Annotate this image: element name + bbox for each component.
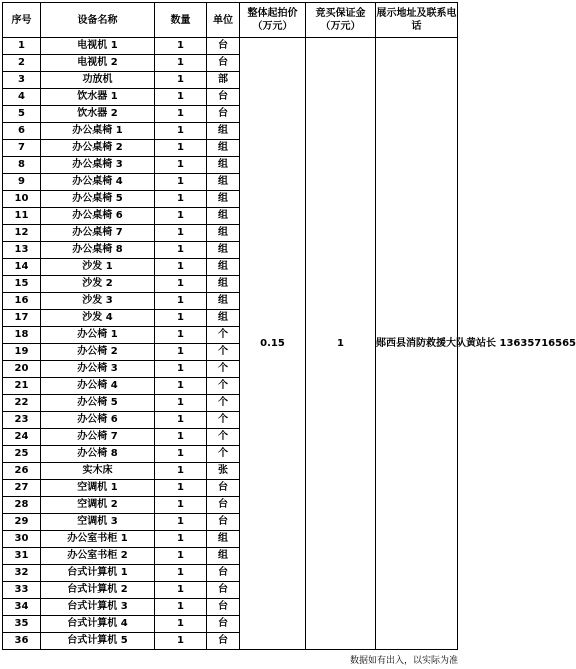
cell-qty: 1 (155, 582, 207, 599)
cell-unit: 组 (207, 225, 240, 242)
cell-seq: 33 (3, 582, 41, 599)
cell-unit: 台 (207, 106, 240, 123)
cell-unit: 组 (207, 310, 240, 327)
header-unit: 单位 (207, 3, 240, 38)
cell-name: 办公室书柜 2 (41, 548, 155, 565)
header-contact: 展示地址及联系电话 (376, 3, 458, 38)
cell-unit: 个 (207, 412, 240, 429)
cell-seq: 34 (3, 599, 41, 616)
cell-unit: 组 (207, 123, 240, 140)
contact-cell: 郧西县消防救援大队黄站长 13635716565 (376, 38, 458, 650)
cell-qty: 1 (155, 378, 207, 395)
cell-qty: 1 (155, 157, 207, 174)
cell-qty: 1 (155, 446, 207, 463)
cell-qty: 1 (155, 72, 207, 89)
auction-items-table (2, 2, 576, 650)
cell-unit: 台 (207, 497, 240, 514)
cell-seq: 2 (3, 55, 41, 72)
cell-qty: 1 (155, 429, 207, 446)
cell-qty: 1 (155, 344, 207, 361)
cell-unit: 个 (207, 395, 240, 412)
cell-name: 饮水器 1 (41, 89, 155, 106)
cell-qty: 1 (155, 361, 207, 378)
cell-unit: 部 (207, 72, 240, 89)
cell-unit: 组 (207, 548, 240, 565)
cell-name: 办公桌椅 7 (41, 225, 155, 242)
cell-seq: 28 (3, 497, 41, 514)
cell-qty: 1 (155, 208, 207, 225)
cell-name: 空调机 1 (41, 480, 155, 497)
cell-qty: 1 (155, 310, 207, 327)
cell-name: 电视机 2 (41, 55, 155, 72)
cell-seq: 23 (3, 412, 41, 429)
cell-qty: 1 (155, 633, 207, 650)
cell-qty: 1 (155, 327, 207, 344)
cell-qty: 1 (155, 38, 207, 55)
cell-seq: 1 (3, 38, 41, 55)
cell-name: 办公椅 8 (41, 446, 155, 463)
table-row (3, 38, 458, 55)
cell-qty: 1 (155, 259, 207, 276)
cell-seq: 7 (3, 140, 41, 157)
cell-qty: 1 (155, 548, 207, 565)
cell-seq: 29 (3, 514, 41, 531)
cell-name: 办公椅 6 (41, 412, 155, 429)
cell-seq: 14 (3, 259, 41, 276)
cell-seq: 31 (3, 548, 41, 565)
cell-seq: 25 (3, 446, 41, 463)
cell-qty: 1 (155, 140, 207, 157)
cell-qty: 1 (155, 497, 207, 514)
cell-qty: 1 (155, 565, 207, 582)
cell-qty: 1 (155, 174, 207, 191)
cell-qty: 1 (155, 395, 207, 412)
cell-name: 办公椅 2 (41, 344, 155, 361)
cell-seq: 9 (3, 174, 41, 191)
cell-name: 空调机 2 (41, 497, 155, 514)
cell-qty: 1 (155, 276, 207, 293)
cell-name: 办公桌椅 1 (41, 123, 155, 140)
cell-name: 功放机 (41, 72, 155, 89)
cell-seq: 21 (3, 378, 41, 395)
cell-seq: 26 (3, 463, 41, 480)
cell-qty: 1 (155, 616, 207, 633)
cell-name: 台式计算机 5 (41, 633, 155, 650)
cell-name: 电视机 1 (41, 38, 155, 55)
cell-unit: 台 (207, 480, 240, 497)
cell-seq: 24 (3, 429, 41, 446)
footnote: 数据如有出入，以实际为准 (349, 656, 458, 666)
cell-seq: 20 (3, 361, 41, 378)
cell-name: 办公桌椅 5 (41, 191, 155, 208)
cell-name: 办公室书柜 1 (41, 531, 155, 548)
cell-unit: 组 (207, 242, 240, 259)
cell-name: 办公桌椅 6 (41, 208, 155, 225)
cell-seq: 12 (3, 225, 41, 242)
cell-unit: 台 (207, 514, 240, 531)
cell-unit: 台 (207, 582, 240, 599)
header-deposit: 竞买保证金（万元） (306, 3, 376, 38)
cell-seq: 32 (3, 565, 41, 582)
cell-seq: 6 (3, 123, 41, 140)
cell-unit: 组 (207, 174, 240, 191)
cell-seq: 16 (3, 293, 41, 310)
cell-seq: 35 (3, 616, 41, 633)
cell-seq: 10 (3, 191, 41, 208)
header-start-price: 整体起拍价（万元） (240, 3, 306, 38)
cell-name: 台式计算机 4 (41, 616, 155, 633)
header-name: 设备名称 (41, 3, 155, 38)
cell-seq: 4 (3, 89, 41, 106)
cell-unit: 个 (207, 378, 240, 395)
cell-seq: 22 (3, 395, 41, 412)
cell-qty: 1 (155, 123, 207, 140)
cell-name: 沙发 3 (41, 293, 155, 310)
cell-unit: 个 (207, 327, 240, 344)
cell-name: 沙发 1 (41, 259, 155, 276)
header-seq: 序号 (3, 3, 41, 38)
cell-seq: 3 (3, 72, 41, 89)
cell-unit: 个 (207, 446, 240, 463)
cell-unit: 台 (207, 55, 240, 72)
cell-unit: 组 (207, 157, 240, 174)
cell-name: 办公桌椅 3 (41, 157, 155, 174)
cell-unit: 个 (207, 361, 240, 378)
cell-unit: 台 (207, 633, 240, 650)
cell-seq: 27 (3, 480, 41, 497)
start-price-cell: 0.15 (240, 38, 306, 650)
cell-name: 办公椅 5 (41, 395, 155, 412)
header-row (3, 3, 458, 38)
cell-name: 台式计算机 3 (41, 599, 155, 616)
cell-name: 台式计算机 2 (41, 582, 155, 599)
cell-unit: 组 (207, 140, 240, 157)
cell-qty: 1 (155, 191, 207, 208)
deposit-cell: 1 (306, 38, 376, 650)
cell-qty: 1 (155, 531, 207, 548)
cell-qty: 1 (155, 242, 207, 259)
cell-seq: 30 (3, 531, 41, 548)
cell-unit: 台 (207, 599, 240, 616)
cell-seq: 15 (3, 276, 41, 293)
cell-seq: 5 (3, 106, 41, 123)
cell-name: 办公桌椅 2 (41, 140, 155, 157)
cell-seq: 13 (3, 242, 41, 259)
cell-name: 沙发 4 (41, 310, 155, 327)
cell-name: 空调机 3 (41, 514, 155, 531)
cell-seq: 11 (3, 208, 41, 225)
cell-qty: 1 (155, 463, 207, 480)
cell-seq: 36 (3, 633, 41, 650)
cell-seq: 8 (3, 157, 41, 174)
cell-name: 实木床 (41, 463, 155, 480)
cell-name: 办公椅 3 (41, 361, 155, 378)
cell-name: 办公椅 1 (41, 327, 155, 344)
cell-name: 办公椅 7 (41, 429, 155, 446)
cell-name: 办公椅 4 (41, 378, 155, 395)
cell-qty: 1 (155, 480, 207, 497)
cell-unit: 台 (207, 565, 240, 582)
cell-unit: 组 (207, 293, 240, 310)
cell-name: 办公桌椅 4 (41, 174, 155, 191)
header-qty: 数量 (155, 3, 207, 38)
cell-qty: 1 (155, 514, 207, 531)
cell-name: 沙发 2 (41, 276, 155, 293)
cell-qty: 1 (155, 225, 207, 242)
cell-qty: 1 (155, 55, 207, 72)
cell-seq: 17 (3, 310, 41, 327)
cell-unit: 个 (207, 429, 240, 446)
cell-unit: 组 (207, 191, 240, 208)
cell-unit: 组 (207, 208, 240, 225)
cell-unit: 个 (207, 344, 240, 361)
cell-qty: 1 (155, 106, 207, 123)
cell-unit: 组 (207, 259, 240, 276)
cell-qty: 1 (155, 412, 207, 429)
cell-qty: 1 (155, 89, 207, 106)
cell-unit: 张 (207, 463, 240, 480)
cell-unit: 台 (207, 38, 240, 55)
cell-unit: 台 (207, 616, 240, 633)
cell-qty: 1 (155, 599, 207, 616)
cell-name: 办公桌椅 8 (41, 242, 155, 259)
cell-seq: 19 (3, 344, 41, 361)
cell-unit: 组 (207, 531, 240, 548)
cell-unit: 组 (207, 276, 240, 293)
cell-qty: 1 (155, 293, 207, 310)
cell-name: 饮水器 2 (41, 106, 155, 123)
cell-unit: 台 (207, 89, 240, 106)
cell-seq: 18 (3, 327, 41, 344)
cell-name: 台式计算机 1 (41, 565, 155, 582)
